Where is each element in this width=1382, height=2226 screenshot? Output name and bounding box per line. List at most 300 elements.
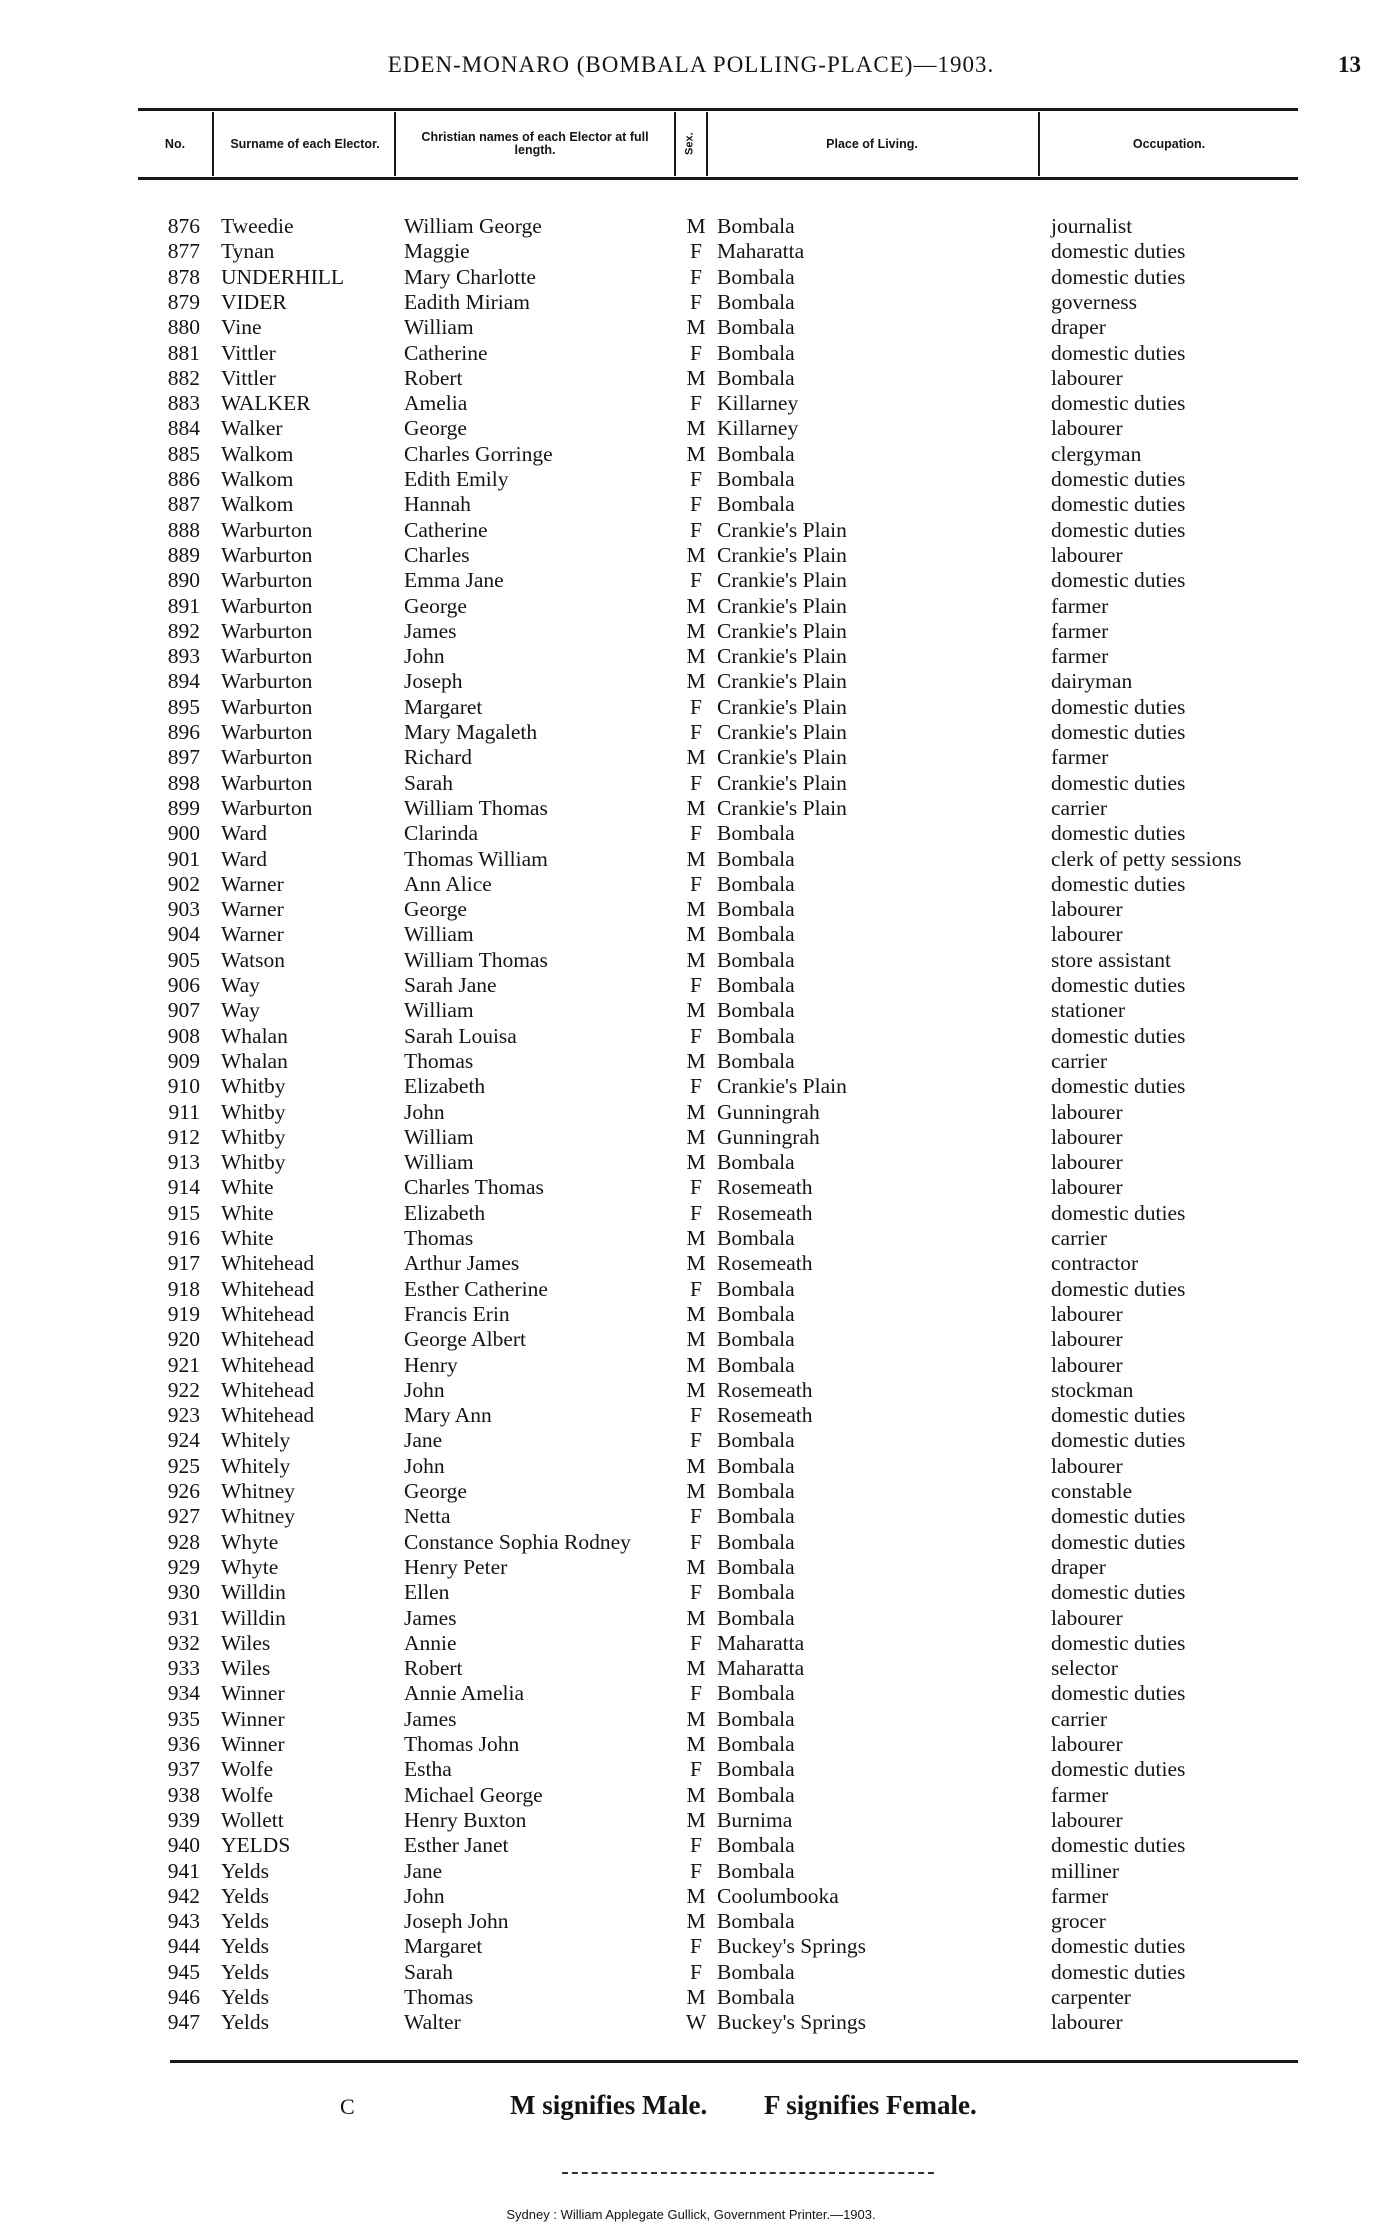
elector-surname: Warburton [221,593,313,618]
elector-surname: Yelds [221,1883,270,1908]
table-row [0,290,1382,315]
table-row [0,467,1382,492]
elector-sex: F [690,1175,702,1200]
elector-christian-names: Clarinda [404,821,479,846]
elector-place: Bombala [717,1504,795,1529]
elector-sex: F [690,1959,702,1984]
elector-place: Bombala [717,214,795,238]
elector-occupation: domestic duties [1051,1403,1186,1428]
elector-christian-names: William George [404,214,542,238]
elector-christian-names: Robert [404,365,463,390]
column-header-occupation: Occupation. [1132,136,1206,151]
elector-sex: M [686,922,706,947]
elector-sex: F [690,1833,702,1858]
elector-sex: M [686,1807,706,1832]
elector-christian-names: Mary Magaleth [404,720,538,744]
elector-sex: F [690,1580,702,1605]
elector-surname: Whitehead [221,1327,315,1352]
elector-place: Bombala [717,1226,795,1250]
elector-sex: M [686,1909,706,1934]
elector-sex: W [686,2010,707,2035]
elector-sex: M [686,1453,706,1478]
elector-place: Bombala [717,492,795,517]
elector-occupation: domestic duties [1051,1959,1186,1984]
elector-christian-names: Sarah Jane [404,973,497,997]
table-row [0,239,1382,264]
elector-surname: Whitely [221,1453,291,1478]
table-row [0,1125,1382,1150]
elector-occupation: carrier [1051,795,1108,820]
elector-occupation: carrier [1051,1048,1108,1073]
elector-surname: Tweedie [221,214,294,238]
elector-occupation: dairyman [1051,669,1133,694]
elector-surname: Whitehead [221,1301,315,1326]
elector-occupation: labourer [1051,1352,1123,1377]
elector-sex: M [686,947,706,972]
elector-occupation: labourer [1051,1124,1123,1149]
elector-place: Bombala [717,1048,795,1073]
elector-surname: Warburton [221,770,313,795]
elector-number: 911 [168,1099,200,1124]
table-row [0,442,1382,467]
elector-number: 907 [167,998,200,1023]
table-row [0,669,1382,694]
elector-occupation: governess [1051,289,1137,314]
elector-occupation: labourer [1051,1327,1123,1352]
elector-place: Bombala [717,1782,795,1807]
elector-christian-names: Catherine [404,517,488,542]
elector-number: 914 [167,1175,200,1200]
elector-number: 941 [167,1858,200,1883]
elector-occupation: labourer [1051,1175,1123,1200]
table-row [0,1251,1382,1276]
table-row [0,1656,1382,1681]
table-row [0,948,1382,973]
elector-number: 942 [167,1883,200,1908]
elector-place: Bombala [717,1706,795,1731]
elector-christian-names: William [404,1124,474,1149]
table-row [0,998,1382,1023]
table-row [0,1378,1382,1403]
elector-christian-names: Walter [404,2010,461,2035]
elector-christian-names: Michael George [404,1782,543,1807]
table-row [0,1428,1382,1453]
elector-surname: Yelds [221,1959,270,1984]
elector-sex: M [686,1732,706,1756]
elector-surname: Warburton [221,669,313,694]
elector-surname: White [221,1200,274,1225]
elector-surname: Ward [221,821,268,846]
table-row [0,543,1382,568]
table-row [0,973,1382,998]
elector-place: Rosemeath [717,1175,813,1200]
elector-sex: F [690,720,702,744]
elector-sex: F [690,871,702,896]
elector-place: Bombala [717,1453,795,1478]
elector-place: Bombala [717,1732,795,1756]
elector-surname: Warner [221,922,284,947]
elector-christian-names: John [404,1453,445,1478]
elector-place: Bombala [717,897,795,922]
elector-place: Bombala [717,1833,795,1858]
table-row [0,821,1382,846]
elector-surname: Warburton [221,542,313,567]
elector-sex: F [690,1428,702,1453]
elector-sex: F [690,1504,702,1529]
elector-place: Bombala [717,365,795,390]
elector-place: Crankie's Plain [717,593,847,618]
elector-number: 892 [167,618,200,643]
elector-occupation: stationer [1051,998,1126,1023]
elector-number: 919 [167,1301,200,1326]
elector-occupation: domestic duties [1051,1200,1186,1225]
elector-place: Buckey's Springs [717,1934,866,1959]
elector-occupation: domestic duties [1051,1833,1186,1858]
elector-surname: WALKER [221,391,311,416]
elector-sex: F [690,467,702,491]
elector-number: 940 [167,1833,200,1858]
elector-occupation: domestic duties [1051,1023,1186,1048]
elector-place: Buckey's Springs [717,2010,866,2035]
elector-occupation: domestic duties [1051,264,1186,289]
elector-surname: Warburton [221,618,313,643]
elector-sex: M [686,1554,706,1579]
elector-number: 898 [167,770,200,795]
elector-occupation: carrier [1051,1706,1108,1731]
elector-place: Bombala [717,467,795,491]
elector-place: Killarney [717,416,799,441]
elector-place: Crankie's Plain [717,669,847,694]
elector-christian-names: George [404,593,467,618]
elector-christian-names: Margaret [404,1934,483,1959]
elector-surname: Tynan [221,239,275,264]
elector-sex: M [686,1605,706,1630]
elector-christian-names: James [404,618,457,643]
elector-occupation: milliner [1051,1858,1120,1883]
elector-place: Bombala [717,1352,795,1377]
elector-place: Bombala [717,998,795,1023]
elector-christian-names: Jane [404,1428,443,1453]
elector-christian-names: William [404,1150,474,1175]
elector-christian-names: Ellen [404,1580,450,1605]
elector-number: 890 [167,568,200,593]
elector-occupation: carrier [1051,1226,1108,1250]
elector-christian-names: George [404,416,467,441]
elector-surname: Yelds [221,2010,270,2035]
elector-place: Bombala [717,441,795,466]
elector-christian-names: James [404,1706,457,1731]
elector-surname: Warburton [221,517,313,542]
elector-christian-names: William Thomas [404,795,548,820]
table-row [0,1859,1382,1884]
elector-place: Bombala [717,1605,795,1630]
elector-surname: Whitney [221,1504,296,1529]
elector-place: Bombala [717,1301,795,1326]
footer-divider [562,2172,934,2174]
elector-occupation: labourer [1051,1099,1123,1124]
elector-number: 889 [167,542,200,567]
elector-occupation: domestic duties [1051,1580,1186,1605]
elector-place: Bombala [717,340,795,365]
table-row [0,1707,1382,1732]
table-row [0,1353,1382,1378]
elector-sex: M [686,1352,706,1377]
elector-occupation: farmer [1051,618,1109,643]
elector-number: 895 [167,694,200,719]
elector-occupation: store assistant [1051,947,1172,972]
elector-surname: UNDERHILL [221,264,345,289]
elector-occupation: contractor [1051,1251,1139,1276]
elector-occupation: domestic duties [1051,1681,1186,1706]
elector-place: Bombala [717,1681,795,1706]
elector-place: Bombala [717,973,795,997]
elector-sex: M [686,542,706,567]
elector-sex: M [686,214,706,238]
elector-surname: Whitby [221,1124,286,1149]
elector-number: 944 [167,1934,200,1959]
elector-occupation: farmer [1051,593,1109,618]
table-row [0,695,1382,720]
elector-surname: Willdin [221,1580,286,1605]
elector-surname: Warner [221,871,284,896]
elector-occupation: farmer [1051,1782,1109,1807]
elector-sex: M [686,1479,706,1503]
table-row [0,1985,1382,2010]
elector-number: 938 [167,1782,200,1807]
page-title: EDEN-MONARO (BOMBALA POLLING-PLACE)—1903. [387,52,995,77]
elector-place: Bombala [717,315,795,340]
table-row [0,366,1382,391]
elector-christian-names: Henry [404,1352,458,1377]
elector-sex: F [690,1276,702,1301]
elector-number: 925 [167,1453,200,1478]
table-row [0,518,1382,543]
elector-number: 929 [167,1554,200,1579]
elector-occupation: domestic duties [1051,1934,1186,1959]
elector-surname: Warner [221,897,284,922]
table-row [0,1606,1382,1631]
elector-place: Bombala [717,1580,795,1605]
elector-sex: M [686,1124,706,1149]
elector-place: Maharatta [717,1630,805,1655]
elector-surname: Walkom [221,492,294,517]
table-row [0,1454,1382,1479]
elector-christian-names: Amelia [404,391,468,416]
elector-number: 878 [167,264,200,289]
elector-number: 933 [167,1656,200,1681]
elector-sex: F [690,1630,702,1655]
column-divider [706,112,708,176]
elector-sex: M [686,846,706,871]
elector-christian-names: John [404,1099,445,1124]
elector-christian-names: Eadith Miriam [404,289,530,314]
table-row [0,1934,1382,1959]
table-row [0,1327,1382,1352]
elector-number: 937 [167,1757,200,1782]
table-row [0,1201,1382,1226]
table-row [0,265,1382,290]
elector-christian-names: George [404,1479,467,1503]
elector-number: 913 [167,1150,200,1175]
elector-occupation: labourer [1051,1150,1123,1175]
elector-sex: M [686,441,706,466]
elector-sex: F [690,492,702,517]
table-row [0,416,1382,441]
elector-number: 882 [167,365,200,390]
table-row [0,1504,1382,1529]
elector-christian-names: Sarah [404,1959,453,1984]
elector-surname: Yelds [221,1858,270,1883]
elector-number: 884 [167,416,200,441]
elector-occupation: carpenter [1051,1985,1131,2009]
elector-number: 947 [167,2010,200,2035]
elector-sex: F [690,1023,702,1048]
elector-place: Crankie's Plain [717,770,847,795]
elector-sex: M [686,1327,706,1352]
table-row [0,1049,1382,1074]
elector-place: Bombala [717,821,795,846]
elector-christian-names: Esther Catherine [404,1276,548,1301]
elector-place: Bombala [717,1959,795,1984]
elector-occupation: labourer [1051,365,1123,390]
elector-place: Bombala [717,1276,795,1301]
elector-surname: Whitby [221,1150,286,1175]
elector-sex: M [686,1150,706,1175]
table-row [0,1074,1382,1099]
elector-surname: Warburton [221,644,313,669]
elector-occupation: labourer [1051,922,1123,947]
elector-sex: M [686,315,706,340]
elector-surname: Watson [221,947,285,972]
elector-number: 928 [167,1529,200,1554]
elector-place: Bombala [717,947,795,972]
elector-surname: Winner [221,1681,285,1706]
column-header-christian: Christian names of each Elector at full length. [421,130,649,157]
elector-surname: Whitby [221,1074,286,1099]
elector-occupation: domestic duties [1051,467,1186,491]
elector-number: 908 [167,1023,200,1048]
sex-legend [0,2090,1382,2130]
elector-number: 879 [167,289,200,314]
table-row [0,644,1382,669]
elector-sex: M [686,365,706,390]
elector-sex: F [690,264,702,289]
table-row [0,391,1382,416]
elector-sex: F [690,517,702,542]
elector-sex: F [690,694,702,719]
elector-surname: YELDS [221,1833,291,1858]
elector-place: Bombala [717,264,795,289]
elector-number: 880 [167,315,200,340]
elector-place: Crankie's Plain [717,568,847,593]
elector-christian-names: Annie Amelia [404,1681,525,1706]
elector-sex: F [690,1934,702,1959]
table-row [0,492,1382,517]
table-row [0,568,1382,593]
table-row [0,594,1382,619]
elector-surname: Warburton [221,745,313,770]
elector-occupation: domestic duties [1051,239,1186,264]
column-divider [1038,112,1040,176]
table-row [0,619,1382,644]
elector-sex: M [686,1706,706,1731]
table-row [0,1277,1382,1302]
elector-surname: Winner [221,1732,285,1756]
table-end-rule [170,2060,1298,2063]
elector-number: 935 [167,1706,200,1731]
elector-sex: M [686,416,706,441]
elector-occupation: domestic duties [1051,391,1186,416]
elector-place: Gunningrah [717,1099,820,1124]
elector-christian-names: Ann Alice [404,871,492,896]
elector-number: 943 [167,1909,200,1934]
table-row [0,720,1382,745]
elector-sex: M [686,644,706,669]
table-row [0,1631,1382,1656]
elector-number: 906 [167,973,200,997]
elector-sex: M [686,795,706,820]
elector-place: Rosemeath [717,1403,813,1428]
elector-surname: Walker [221,416,283,441]
table-row [0,341,1382,366]
elector-christian-names: William [404,998,474,1023]
elector-occupation: farmer [1051,1883,1109,1908]
elector-christian-names: Emma Jane [404,568,504,593]
elector-place: Crankie's Plain [717,644,847,669]
elector-occupation: domestic duties [1051,770,1186,795]
elector-number: 887 [167,492,200,517]
elector-place: Crankie's Plain [717,694,847,719]
elector-place: Bombala [717,1479,795,1503]
elector-number: 926 [167,1479,200,1503]
elector-sex: M [686,1048,706,1073]
elector-surname: Whitely [221,1428,291,1453]
elector-place: Maharatta [717,1656,805,1681]
elector-occupation: domestic duties [1051,340,1186,365]
elector-surname: Vine [221,315,262,340]
elector-surname: Warburton [221,720,313,744]
elector-occupation: domestic duties [1051,694,1186,719]
elector-place: Maharatta [717,239,805,264]
elector-christian-names: Estha [404,1757,452,1782]
elector-place: Crankie's Plain [717,745,847,770]
column-header-sex: Sex. [683,132,696,156]
table-row [0,1783,1382,1808]
elector-occupation: domestic duties [1051,821,1186,846]
table-row [0,1757,1382,1782]
elector-christian-names: Arthur James [404,1251,520,1276]
elector-occupation: labourer [1051,2010,1123,2035]
elector-occupation: labourer [1051,1807,1123,1832]
elector-christian-names: George [404,897,467,922]
elector-occupation: domestic duties [1051,517,1186,542]
elector-surname: Whitehead [221,1352,315,1377]
elector-sex: M [686,618,706,643]
elector-sex: M [686,745,706,770]
elector-occupation: domestic duties [1051,973,1186,997]
footer-mark: C [340,2094,355,2119]
elector-surname: Warburton [221,568,313,593]
table-row [0,847,1382,872]
elector-number: 910 [167,1074,200,1099]
elector-surname: Warburton [221,694,313,719]
column-header-no: No. [164,136,186,151]
elector-place: Bombala [717,1985,795,2009]
elector-place: Bombala [717,1023,795,1048]
table-row [0,771,1382,796]
elector-occupation: domestic duties [1051,1757,1186,1782]
elector-surname: Vittler [221,365,276,390]
